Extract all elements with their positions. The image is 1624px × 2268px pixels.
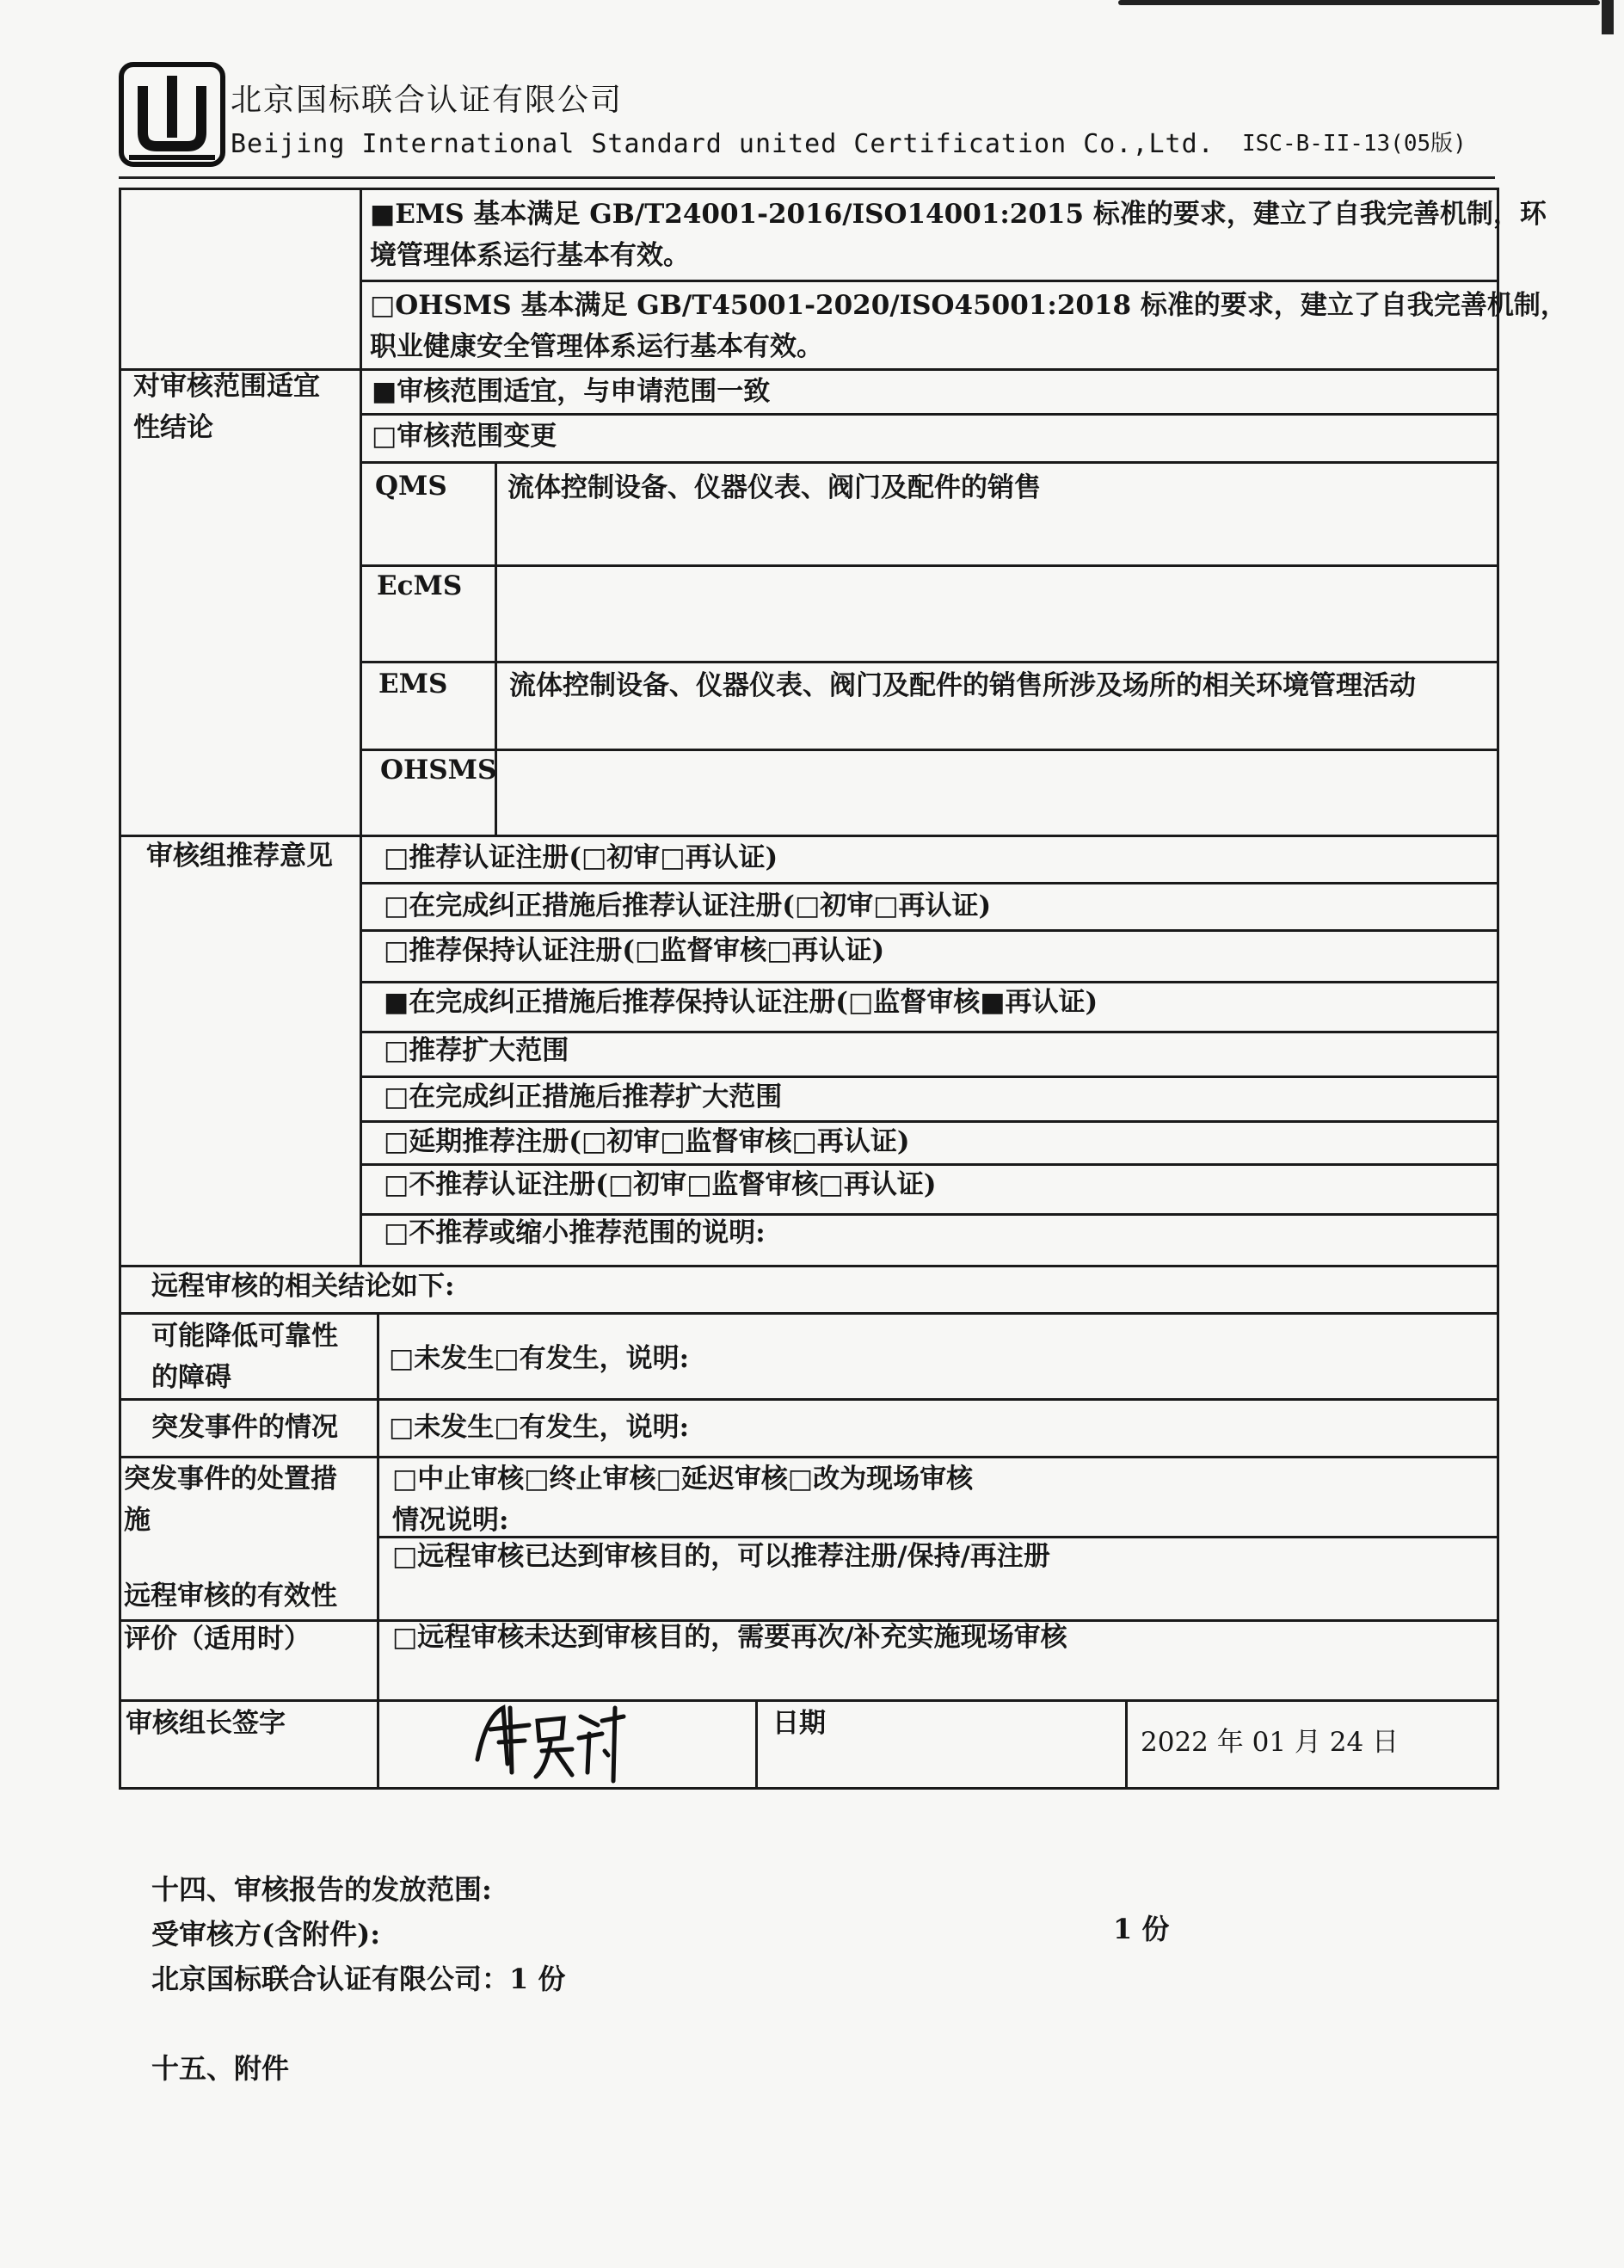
company-logo — [119, 62, 225, 167]
effectiveness-label: 远程审核的有效性 — [124, 1581, 337, 1612]
handling-label: 突发事件的处置措 — [124, 1464, 337, 1495]
auditee-distribution: 受审核方(含附件): — [151, 1918, 381, 1951]
ems-conclusion-line2: 境管理体系运行基本有效。 — [370, 240, 690, 271]
recommendation-label: 审核组推荐意见 — [146, 841, 333, 872]
auditee-copies: 1 份 — [1113, 1913, 1170, 1945]
recommendation-item: □推荐扩大范围 — [384, 1035, 569, 1066]
company-distribution: 北京国标联合认证有限公司：1 份 — [151, 1963, 566, 1995]
qms-scope: 流体控制设备、仪器仪表、阀门及配件的销售 — [508, 472, 1041, 503]
section-14-title: 十四、审核报告的发放范围: — [151, 1873, 492, 1906]
scope-label: 对审核范围适宜 — [133, 371, 320, 402]
ems-label: EMS — [378, 669, 448, 700]
effectiveness-achieved: □远程审核已达到审核目的，可以推荐注册/保持/再注册 — [392, 1541, 1050, 1572]
ecms-label: EcMS — [377, 570, 463, 601]
recommendation-item: □延期推荐注册(□初审□监督审核□再认证) — [384, 1126, 910, 1157]
recommendation-item: □推荐保持认证注册(□监督审核□再认证) — [384, 935, 885, 966]
handwritten-signature — [460, 1691, 632, 1785]
section-15-title: 十五、附件 — [151, 2052, 290, 2085]
handling-options: □中止审核□终止审核□延迟审核□改为现场审核 — [392, 1464, 974, 1495]
recommendation-item: □不推荐或缩小推荐范围的说明: — [384, 1217, 766, 1248]
header-rule — [119, 176, 1495, 179]
ohsms-label: OHSMS — [380, 755, 497, 786]
recommendation-item: □在完成纠正措施后推荐扩大范围 — [384, 1082, 783, 1112]
incident-label: 突发事件的情况 — [151, 1412, 338, 1443]
date-label: 日期 — [772, 1708, 826, 1739]
recommendation-item: □在完成纠正措施后推荐认证注册(□初审□再认证) — [384, 891, 992, 921]
ohsms-conclusion-line2: 职业健康安全管理体系运行基本有效。 — [370, 331, 823, 362]
recommendation-item: ■在完成纠正措施后推荐保持认证注册(□监督审核■再认证) — [384, 987, 1098, 1018]
reliability-value: □未发生□有发生，说明: — [389, 1343, 690, 1374]
ohsms-conclusion-line1: □OHSMS 基本满足 GB/T45001-2020/ISO45001:2018 标准的要求，建立了自我完善机制， — [370, 290, 1567, 321]
recommendation-item: □不推荐认证注册(□初审□监督审核□再认证) — [384, 1169, 937, 1200]
top-edge-mark — [1602, 0, 1614, 34]
qms-label: QMS — [375, 471, 447, 502]
company-name-cn: 北京国标联合认证有限公司 — [231, 83, 624, 118]
recommendation-item: □推荐认证注册(□初审□再认证) — [384, 842, 778, 873]
reliability-label: 可能降低可靠性 — [151, 1321, 338, 1352]
reliability-label: 的障碍 — [151, 1362, 231, 1393]
date-value: 2022 年 01 月 24 日 — [1141, 1727, 1399, 1758]
handling-label: 施 — [124, 1505, 151, 1536]
handling-note: 情况说明: — [392, 1505, 509, 1536]
ems-conclusion-line1: ■EMS 基本满足 GB/T24001-2016/ISO14001:2015 标准的要求，建立了自我完善机制，环 — [370, 199, 1547, 230]
remote-audit-heading: 远程审核的相关结论如下: — [151, 1271, 455, 1302]
form-code: ISC-B-II-13(05版) — [1242, 131, 1467, 157]
ems-scope: 流体控制设备、仪器仪表、阀门及配件的销售所涉及场所的相关环境管理活动 — [509, 670, 1416, 701]
scope-change-checkbox: □审核范围变更 — [372, 421, 557, 452]
scope-label: 性结论 — [133, 412, 213, 443]
top-edge-mark — [1118, 0, 1600, 5]
effectiveness-not-achieved: □远程审核未达到审核目的，需要再次/补充实施现场审核 — [392, 1622, 1067, 1653]
company-name-en: Beijing International Standard united Certification Co.,Ltd. — [231, 129, 1215, 159]
effectiveness-label: 评价（适用时） — [124, 1624, 311, 1655]
incident-value: □未发生□有发生，说明: — [389, 1412, 690, 1443]
scope-ok-checkbox: ■审核范围适宜，与申请范围一致 — [372, 376, 771, 407]
leader-signature-label: 审核组长签字 — [126, 1708, 286, 1739]
